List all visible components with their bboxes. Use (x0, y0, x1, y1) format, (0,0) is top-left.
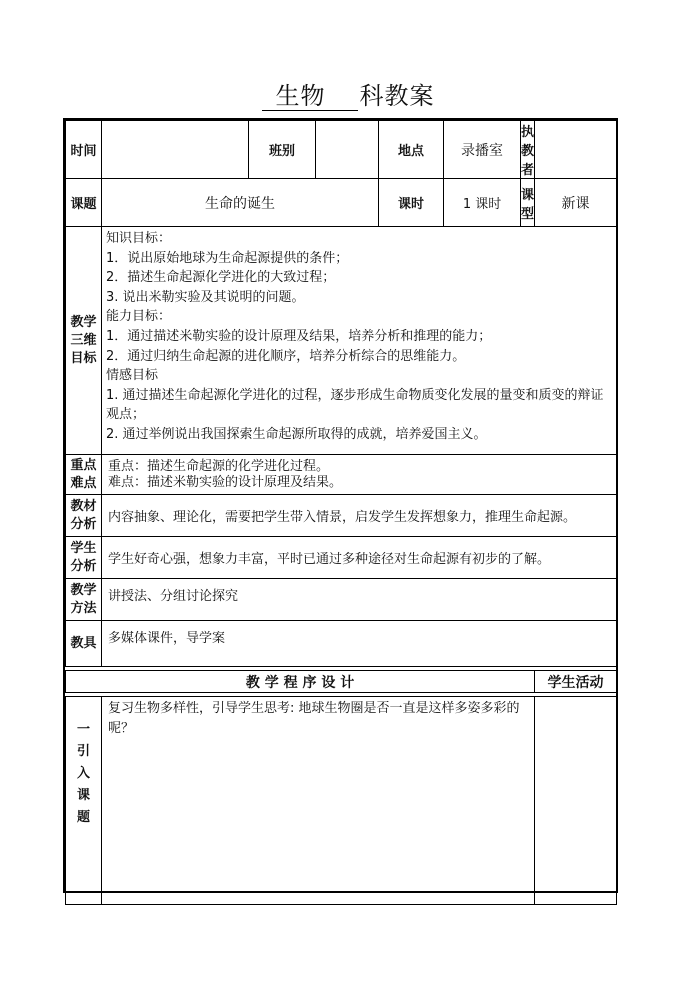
time-label: 时间 (66, 121, 102, 179)
textbook-label: 教材 分析 (66, 495, 102, 537)
textbook-content: 内容抽象、理论化，需要把学生带入情景，启发学生发挥想象力，推理生命起源。 (102, 495, 617, 537)
intro-student-activity (535, 697, 617, 905)
intro-section-label: 一 引 入 课 题 (66, 697, 102, 905)
goal-line: 能力目标： (106, 309, 172, 325)
keypoint-line: 重点：描述生命起源的化学进化过程。 (108, 458, 330, 474)
hours-value: 1 课时 (444, 179, 521, 227)
goals-label: 教学 三维 目标 (66, 227, 102, 455)
students-row (66, 537, 617, 579)
topic-row (66, 179, 617, 227)
type-value: 新课 (535, 179, 617, 227)
topic-label: 课题 (66, 179, 102, 227)
goal-line: 3. 说出米勒实验及其说明的问题。 (106, 289, 305, 305)
goal-line: 1．说出原始地球为生命起源提供的条件； (106, 250, 349, 266)
methods-row (66, 579, 617, 621)
keypoints-label: 重点 难点 (66, 455, 102, 495)
intro-row (66, 697, 617, 905)
place-value: 录播室 (444, 121, 521, 179)
teacher-label: 执教者 (521, 121, 535, 179)
students-content: 学生好奇心强，想象力丰富，平时已通过多种途径对生命起源有初步的了解。 (102, 537, 617, 579)
place-label: 地点 (379, 121, 444, 179)
methods-label: 教学 方法 (66, 579, 102, 621)
subject-name: 生物 (262, 82, 358, 111)
tools-content: 多媒体课件，导学案 (102, 621, 617, 667)
tools-row (66, 621, 617, 667)
goals-row (66, 227, 617, 455)
lesson-plan-table (65, 120, 617, 905)
methods-content: 讲授法、分组讨论探究 (102, 579, 617, 621)
goal-line: 情感目标 (106, 368, 159, 384)
students-label: 学生 分析 (66, 537, 102, 579)
keypoints-row (66, 455, 617, 495)
info-row (66, 121, 617, 179)
keypoints-content (102, 455, 617, 495)
goal-line: 2. 通过举例说出我国探索生命起源所取得的成就，培养爱国主义。 (106, 426, 487, 442)
goal-line: 1．通过描述米勒实验的设计原理及结果，培养分析和推理的能力； (106, 328, 492, 344)
textbook-row (66, 495, 617, 537)
lesson-plan-form (63, 118, 618, 893)
student-activity-header: 学生活动 (535, 671, 617, 693)
tools-label: 教具 (66, 621, 102, 667)
goal-line: 1. 通过描述生命起源化学进化的过程，逐步形成生命物质变化发展的量变和质变的辩证观点； (106, 387, 604, 423)
time-value (102, 121, 249, 179)
class-label: 班别 (249, 121, 316, 179)
goals-content (102, 227, 617, 455)
hours-label: 课时 (379, 179, 444, 227)
teacher-value (535, 121, 617, 179)
page-title (0, 82, 696, 111)
intro-content: 复习生物多样性，引导学生思考: 地球生物圈是否一直是这样多姿多彩的呢？ (102, 697, 535, 905)
goal-line: 知识目标： (106, 231, 172, 246)
design-header: 教 学 程 序 设 计 (66, 671, 535, 693)
design-header-row (66, 671, 617, 693)
class-value (316, 121, 379, 179)
goal-line: 2．描述生命起源化学进化的大致过程； (106, 270, 336, 286)
title-suffix: 科教案 (359, 82, 435, 110)
type-label: 课型 (521, 179, 535, 227)
keypoint-line: 难点：描述米勒实验的设计原理及结果。 (108, 474, 343, 490)
topic-value: 生命的诞生 (102, 179, 379, 227)
goal-line: 2．通过归纳生命起源的进化顺序，培养分析综合的思维能力。 (106, 348, 466, 364)
